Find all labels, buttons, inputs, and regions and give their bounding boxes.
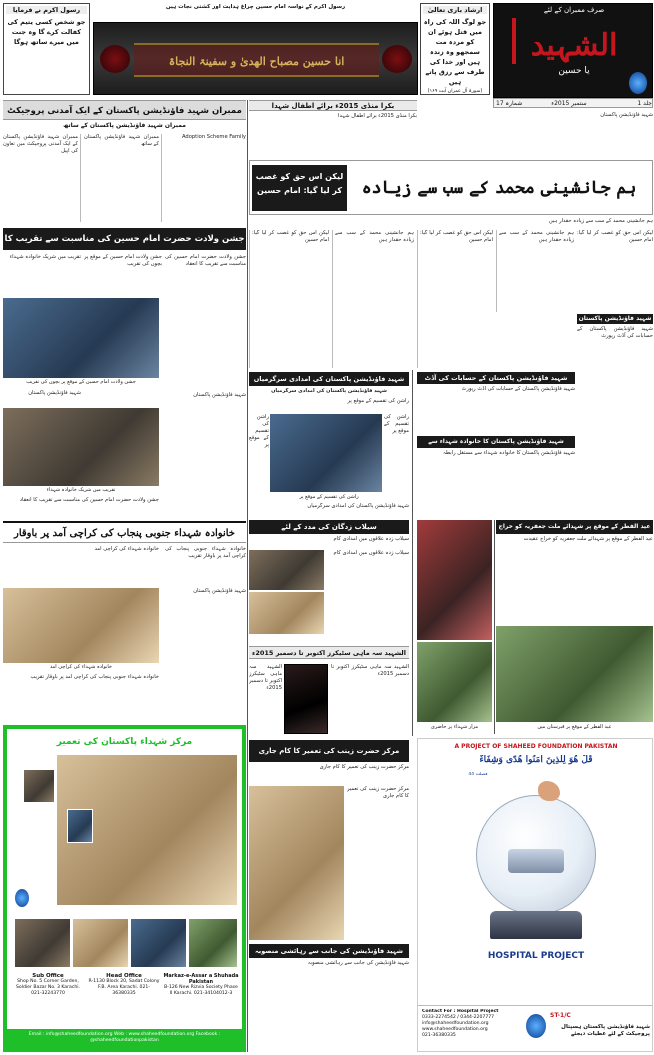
building-inset-photo-2 bbox=[67, 809, 93, 843]
flood-text bbox=[327, 550, 409, 642]
relief-sub: شہید فاؤنڈیشن پاکستان کی امدادی سرگرمیاں bbox=[271, 388, 387, 394]
office-facebook[interactable]: Facebook : @shaheedfoundationpakistan bbox=[90, 1032, 221, 1043]
family-text-b bbox=[3, 546, 159, 586]
hussain-text-e-body: شہید فاؤنڈیشن پاکستان bbox=[193, 392, 246, 398]
head-office-addr: R-1130 Block 20, Sadat Colony F.B. Area Karachi. 021-36380335 bbox=[88, 979, 160, 996]
cemetery-photo bbox=[496, 626, 653, 722]
contact-text bbox=[417, 450, 575, 516]
kids-photo bbox=[3, 298, 159, 378]
hospital-email[interactable]: info@shaheedfoundation.org bbox=[422, 1021, 489, 1026]
family-text-b-body: خانوادہ شہداء کی کراچی آمد bbox=[94, 546, 159, 552]
cemetery-photo-caption: عید الفطر کے موقع پر قبرستان میں bbox=[537, 724, 612, 730]
sub-office bbox=[11, 973, 85, 1013]
masthead-title: الشہید bbox=[530, 28, 618, 63]
office-web[interactable]: Web : www.shaheedfoundation.org bbox=[114, 1032, 195, 1037]
building-text bbox=[249, 960, 409, 1052]
chehlum-text bbox=[249, 113, 417, 157]
flood-text-top-body: سیلاب زدہ علاقوں میں امدادی کام bbox=[333, 536, 409, 542]
globe-base-icon bbox=[490, 911, 582, 939]
flood-text-body: سیلاب زدہ علاقوں میں امدادی کام bbox=[333, 550, 409, 556]
masthead-logo bbox=[493, 3, 653, 98]
hospital-phones[interactable]: 0333-2274542 / 0344-2207777 bbox=[422, 1015, 495, 1020]
hospital-contact bbox=[422, 1009, 522, 1051]
hospital-bank-code: ST-1/C bbox=[550, 1012, 571, 1019]
right-col-a-text: لیکن اس حق کو غصب کر لیا گیا: امام حسین bbox=[420, 230, 493, 243]
hadith-box bbox=[3, 3, 90, 95]
report-text bbox=[417, 386, 575, 434]
markaz-photo bbox=[249, 786, 344, 940]
quran-ref: (سورۃ آل عمران آیت ۱۶۹) bbox=[427, 89, 483, 94]
hospital-verse: قُلْ هُوَ لِلَّذِينَ آمَنُوا هُدًى وَشِفَاءٌ bbox=[479, 755, 593, 765]
markaz-office bbox=[163, 973, 239, 1013]
hussain-text-d bbox=[3, 390, 81, 406]
building-inset-photo-1 bbox=[23, 769, 55, 803]
family-text: Family bbox=[229, 134, 246, 140]
right-col-b bbox=[496, 230, 574, 312]
appeal-sub: ممبران شہید فاؤنڈیشن پاکستان کے ساتھ bbox=[63, 122, 186, 129]
adoption-scheme-text: Adoption Scheme bbox=[181, 134, 228, 140]
family-text-a bbox=[165, 546, 246, 586]
right-col-c bbox=[577, 230, 653, 312]
report-headline: شہید فاؤنڈیشن پاکستان کے حسابات کی آڈٹ bbox=[417, 372, 575, 384]
banner-line2: لیکن اس حق کو غصب کر لیا گیا: امام حسین bbox=[252, 165, 347, 211]
relief-left-text-body: راشن کی تقسیم کے موقع پر bbox=[249, 414, 269, 448]
head-office-title: Head Office bbox=[106, 973, 142, 979]
appeal-headline: ممبران شہید فاؤنڈیشن پاکستان کے ایک آمدنی پروجیکٹ bbox=[3, 100, 246, 120]
hadith-text: جو شخص کسی یتیم کی کفالت کرے گا وہ جنت میں میرے ساتھ ہوگا bbox=[7, 18, 86, 46]
right-col-d-text: شہید فاؤنڈیشن پاکستان کے حسابات کی آڈٹ رپورٹ bbox=[577, 326, 653, 339]
hospital-bottom-box bbox=[418, 1005, 653, 1052]
sub-office-addr: Shop No. 5 Corner Garden, Soldier Bazar No. 3 Karachi. 021-32243770 bbox=[15, 979, 80, 996]
quran-box bbox=[420, 3, 490, 95]
sticker-text-body: الشہید سہ ماہی سٹیکرز اکتوبر تا دسمبر 2015ء bbox=[331, 664, 409, 677]
column-rule-1 bbox=[247, 100, 248, 1052]
markaz-text bbox=[347, 786, 409, 940]
flood-headline: سیلاب زدگان کی مدد کے لئے bbox=[249, 520, 409, 534]
relief-right-text bbox=[384, 414, 409, 492]
interior-photo-3 bbox=[131, 919, 186, 967]
gathering-photo-caption: تقریب میں شریک خانوادہ شہداء bbox=[46, 487, 116, 493]
hospital-project-label: A PROJECT OF SHAHEED FOUNDATION PAKISTAN bbox=[454, 743, 618, 750]
chehlum-body: بکرا منڈی 2015ء برائے اطفال شہدا bbox=[338, 113, 417, 119]
interior-photo-2 bbox=[73, 919, 128, 967]
hussain-text-c bbox=[3, 254, 81, 294]
issue-label: شمارہ 17 bbox=[496, 100, 523, 107]
hussain-text-b-body: جشن ولادت امام حسین کے موقع پر بچوں کی تقریب bbox=[84, 254, 162, 267]
quran-heading: ارشاد باری تعالیٰ bbox=[423, 6, 487, 14]
report-text-body: شہید فاؤنڈیشن پاکستان کے حسابات کی آڈٹ رپورٹ bbox=[461, 386, 575, 392]
column-rule-3 bbox=[494, 520, 495, 734]
family-text-c-body: شہید فاؤنڈیشن پاکستان bbox=[193, 588, 246, 594]
grave-photo-caption: مزار شہداء پر حاضری bbox=[430, 724, 479, 730]
hussain-text-a-body: جشن ولادت حضرت امام حسین کی مناسبت سے تقریب کا انعقاد bbox=[165, 254, 246, 267]
emblem-icon bbox=[629, 72, 647, 94]
issue-strip bbox=[493, 98, 653, 108]
ration-photo-caption: راشن کی تقسیم کے موقع پر bbox=[299, 494, 359, 500]
mid-col-a-text: لیکن اس حق کو غصب کر لیا گیا: امام حسین bbox=[252, 230, 329, 243]
event-photo bbox=[3, 588, 159, 663]
relief-text bbox=[249, 398, 409, 412]
sfp-label: شہید فاؤنڈیشن پاکستان bbox=[578, 315, 652, 322]
eid-text bbox=[496, 536, 653, 624]
hussain-text-c-body: تقریب میں شریک خانوادہ شہداء bbox=[9, 254, 81, 260]
markaz-headline: مرکز حضرت زینب کی تعمیر کا کام جاری bbox=[249, 740, 409, 762]
office-contact-strip bbox=[7, 1029, 242, 1048]
banner-line1: ہم جانشینی محمد کے سب سے زیادہ bbox=[361, 178, 637, 198]
hadith-heading: رسول اکرم نے فرمایا bbox=[6, 6, 87, 14]
masthead-subtitle: یا حسین bbox=[558, 66, 590, 76]
relief-headline: شہید فاؤنڈیشن پاکستان کی امدادی سرگرمیاں bbox=[249, 372, 409, 386]
event-photo-caption: خانوادہ شہداء کی کراچی آمد bbox=[49, 664, 112, 670]
sticker-photo bbox=[284, 664, 328, 734]
hospital-ad bbox=[417, 738, 653, 1052]
sub-office-title: Sub Office bbox=[32, 973, 64, 979]
sticker-text bbox=[331, 664, 409, 734]
relief-left-text bbox=[249, 414, 269, 492]
family-headline: خانوادہ شہداء جنوبی پنجاب کی کراچی آمد پر باوقار bbox=[3, 521, 246, 543]
flood-photo-1 bbox=[249, 550, 324, 590]
kids-photo-caption: جشن ولادت امام حسین کے موقع پر بچوں کی تقریب bbox=[26, 379, 136, 385]
right-col-a bbox=[417, 230, 493, 368]
sticker-text-left bbox=[249, 664, 282, 734]
contact-headline: شہید فاؤنڈیشن پاکستان کا خانوادہ شہداء سے bbox=[417, 436, 575, 448]
markaz-office-title: Markaz-e-Assar a Shuhada Pakistan bbox=[163, 973, 239, 985]
appeal-col2-text: ممبران شہید فاؤنڈیشن پاکستان کے ساتھ bbox=[84, 134, 159, 147]
appeal-col3 bbox=[165, 134, 246, 222]
family-text-d-body: خانوادہ شہداء جنوبی پنجاب کی کراچی آمد پر باوقار تقریب bbox=[30, 674, 159, 680]
right-col-b-text: ہم جانشینی محمد کے سب سے زیادہ حقدار ہیں bbox=[499, 230, 574, 243]
family-text-d bbox=[3, 674, 159, 720]
hussain-text-f-body: جشن ولادت حضرت امام حسین کی مناسبت سے تقریب کا انعقاد bbox=[19, 497, 159, 503]
markaz-text-body: مرکز حضرت زینب کی تعمیر کا کام جاری bbox=[347, 786, 409, 799]
center-caption: رسول اکرم کے نواسہ امام حسین چراغ ہدایت اور کشتی نجات ہیں bbox=[165, 4, 346, 10]
hospital-contact-label: Contact For : Hospital Project bbox=[422, 1009, 499, 1014]
chehlum-strip: بکرا منڈی 2015ء برائے اطفال شہدا bbox=[249, 100, 417, 111]
head-office bbox=[87, 973, 161, 1013]
hussain-text-d-body: شہید فاؤنڈیشن پاکستان bbox=[28, 390, 81, 396]
building-headline: شہید فاؤنڈیشن کی جانب سے رہائشی منصوبہ bbox=[249, 944, 409, 958]
grave-photo bbox=[417, 520, 492, 640]
hussain-headline: جشن ولادت حضرت امام حسین کی مناسبت سے تقریب کا bbox=[3, 228, 246, 250]
markaz-text-top-body: مرکز حضرت زینب کی تعمیر کا کام جاری bbox=[319, 764, 409, 770]
hospital-bed-icon bbox=[508, 849, 564, 873]
hussain-text-e bbox=[165, 392, 246, 517]
right-col-c-text: لیکن اس حق کو غصب کر لیا گیا: امام حسین bbox=[577, 230, 653, 243]
markaz-office-addr: B-126 New Rizvia Society Phase II Karachi. 021-34104012-3 bbox=[164, 985, 238, 996]
markaz-text-top bbox=[249, 764, 409, 784]
calligraphy-text: انا حسین مصباح الھدیٰ و سفینۃ النجاۃ bbox=[134, 43, 379, 77]
mid-col-a bbox=[249, 230, 329, 368]
hussain-text-f bbox=[3, 497, 159, 517]
volume-label: جلد 1 bbox=[637, 100, 652, 107]
right-col-d bbox=[577, 326, 653, 516]
hospital-phone-head[interactable]: 021-36380335 bbox=[422, 1033, 456, 1038]
eid-headline: عید الفطر کے موقع پر شہدائے ملت جعفریہ کو خراج bbox=[496, 520, 653, 534]
banner-text-row bbox=[249, 218, 653, 228]
appeal-col1-text: ممبران شہید فاؤنڈیشن پاکستان کے ایک آمدنی پروجیکٹ میں تعاون کی اپیل bbox=[3, 134, 78, 154]
hospital-logo-icon bbox=[526, 1014, 546, 1038]
sticker-text-left-body: الشہید سہ ماہی سٹیکرز اکتوبر تا دسمبر 2015ء bbox=[249, 664, 282, 691]
ornament-right-icon bbox=[382, 45, 412, 73]
hospital-title: HOSPITAL PROJECT bbox=[487, 951, 585, 961]
gathering-photo bbox=[3, 408, 159, 486]
hospital-urdu-note: شہید فاؤنڈیشن پاکستان ہسپتال پروجیکٹ کے لئے عطیات دیجئے bbox=[561, 1024, 650, 1037]
relief-text-2 bbox=[249, 503, 409, 517]
flood-text-top bbox=[249, 536, 409, 548]
appeal-col2 bbox=[84, 134, 162, 222]
calligraphy-banner bbox=[93, 22, 418, 95]
hospital-verse-ref: فصلت 44 bbox=[468, 772, 488, 777]
office-ad-title: مرکز شہداء پاکستان کی تعمیر bbox=[56, 737, 193, 747]
family-text-a-body: خانوادہ شہداء جنوبی پنجاب کی کراچی آمد پر باوقار تقریب bbox=[165, 546, 246, 559]
flood-photo-2 bbox=[249, 592, 324, 634]
hussain-text-b bbox=[84, 254, 162, 294]
sticker-headline: الشہید سہ ماہی سٹیکرز اکتوبر تا دسمبر 2015ء bbox=[249, 646, 409, 659]
mid-col-b-text: ہم جانشینی محمد کے سب سے زیادہ حقدار ہیں bbox=[335, 230, 414, 243]
mid-col-b bbox=[332, 230, 414, 368]
foundation-logo-icon bbox=[15, 889, 29, 907]
family-text-c bbox=[165, 588, 246, 720]
hussain-text-a bbox=[165, 254, 246, 389]
hand-icon bbox=[538, 781, 560, 801]
column-rule-2 bbox=[412, 370, 413, 736]
eid-text-body: عید الفطر کے موقع پر شہدائے ملت جعفریہ کو خراج عقیدت bbox=[523, 536, 653, 542]
ration-photo bbox=[270, 414, 382, 492]
relief-right-text-body: راشن کی تقسیم کے موقع پر bbox=[384, 414, 409, 434]
ornament-left-icon bbox=[100, 45, 130, 73]
flag-icon bbox=[512, 18, 516, 64]
appeal-col1 bbox=[3, 134, 81, 222]
office-ad bbox=[3, 725, 246, 1052]
hospital-web[interactable]: www.shaheedfoundation.org bbox=[422, 1027, 488, 1032]
masthead-tagline: صرف ممبران کے لئے bbox=[543, 6, 605, 14]
main-banner bbox=[249, 160, 653, 215]
building-text-body: شہید فاؤنڈیشن کی جانب سے رہائشی منصوبہ bbox=[307, 960, 409, 966]
date-label: ستمبر 2015ء bbox=[551, 100, 587, 107]
interior-photo-4 bbox=[189, 919, 237, 967]
banner-text-row-body: ہم جانشینی محمد کے سب سے زیادہ حقدار ہیں bbox=[548, 218, 653, 224]
grave-photo-2 bbox=[417, 642, 492, 722]
relief-text-2-body: شہید فاؤنڈیشن پاکستان کی امدادی سرگرمیاں bbox=[307, 503, 409, 509]
top-right-body: شہید فاؤنڈیشن پاکستان bbox=[600, 112, 653, 118]
office-email[interactable]: Email : info@shaheedfoundation.org bbox=[28, 1032, 113, 1037]
interior-photo-1 bbox=[15, 919, 70, 967]
relief-text-body: راشن کی تقسیم کے موقع پر bbox=[347, 398, 409, 404]
contact-text-body: شہید فاؤنڈیشن پاکستان کا خانوادہ شہداء سے مستقل رابطہ bbox=[442, 450, 575, 456]
top-right-text bbox=[420, 112, 653, 156]
quran-text: جو لوگ اللہ کی راہ میں قتل ہوئے ان کو مردہ مت سمجھو وہ زندہ ہیں اور خدا کی طرف سے رزق پاتے ہیں bbox=[423, 18, 487, 86]
